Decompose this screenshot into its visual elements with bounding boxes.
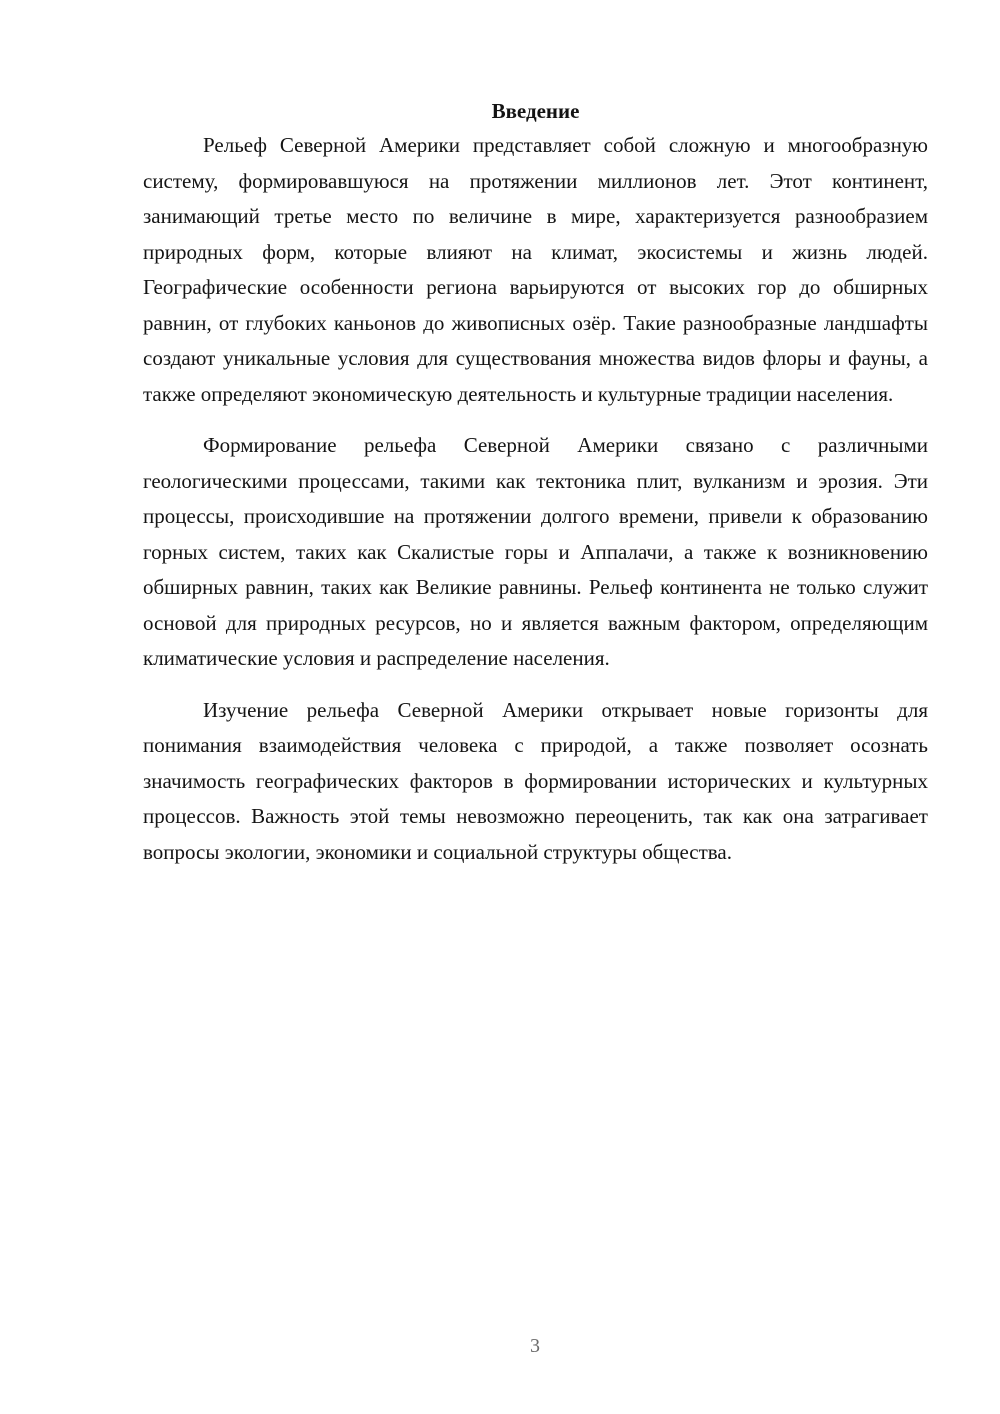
paragraph-3: Изучение рельефа Северной Америки открывает новые горизонты для понимания взаимодействия человека с природой, а также позволяет осознать значимость географических факторов в формировании исторических и культурных процессов. Важность этой темы невозможно переоценить, так как она затрагивает вопросы экологии, экономики и социальной структуры общества. (143, 697, 928, 864)
section-title: Введение (491, 99, 580, 123)
page-content (143, 96, 928, 886)
paragraph-2: Формирование рельефа Северной Америки связано с различными геологическими процессами, такими как тектоника плит, вулканизм и эрозия. Эти процессы, происходившие на протяжении долгого времени, привели к образованию горных систем, таких как Скалистые горы и Аппалачи, а также к возникновению обширных равнин, таких как Великие равнины. Рельеф континента не только служит основой для природных ресурсов, но и является важным фактором, определяющим климатические условия и распределение населения. (143, 433, 928, 670)
page-number: 3 (530, 1335, 540, 1357)
paragraph-1: Рельеф Северной Америки представляет собой сложную и многообразную систему, формировавшуюся на протяжении миллионов лет. Этот континент, занимающий третье место по величине в мире, характеризуется разнообразием природных форм, которые влияют на климат, экосистемы и жизнь людей. Географические особенности региона варьируются от высоких гор до обширных равнин, от глубоких каньонов до живописных озёр. Такие разнообразные ландшафты создают уникальные условия для существования множества видов флоры и фауны, а также определяют экономическую деятельность и культурные традиции населения. (143, 133, 928, 406)
